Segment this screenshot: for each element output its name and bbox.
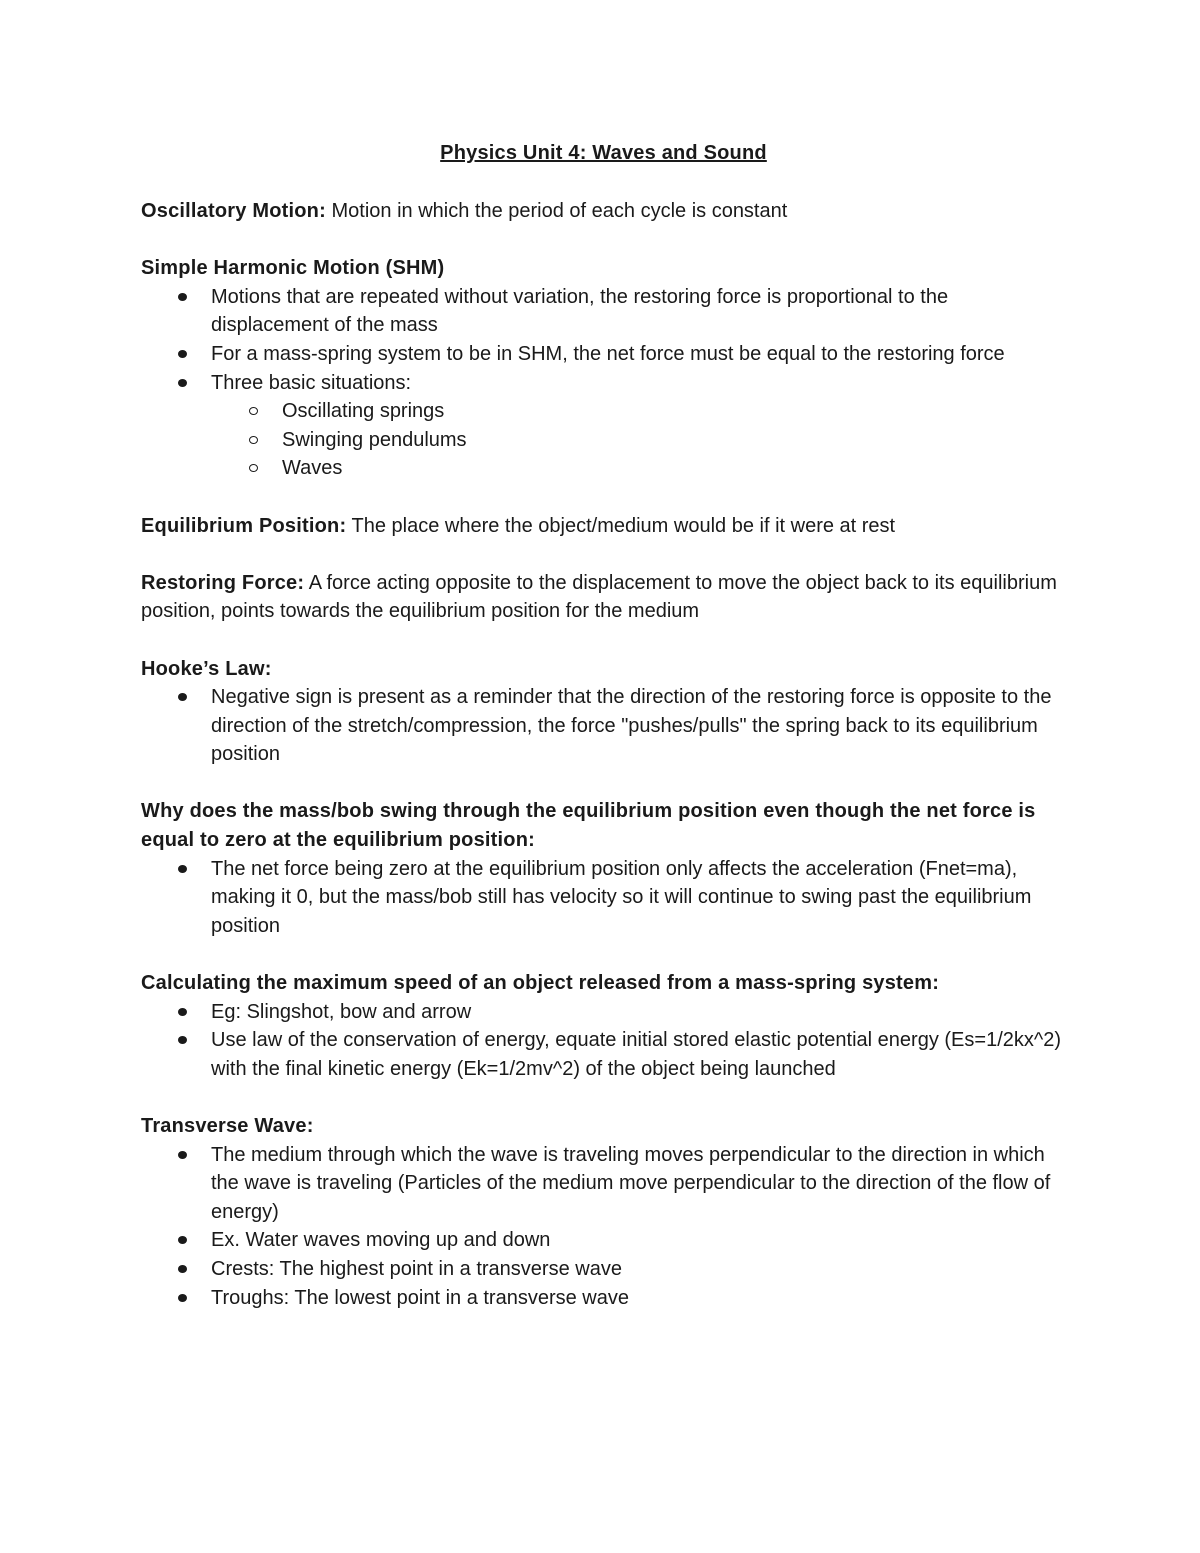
list-item-text: Crests: The highest point in a transverse wave (211, 1257, 622, 1280)
list-item-text: For a mass-spring system to be in SHM, the net force must be equal to the restoring force (211, 342, 1005, 365)
equilibrium-position-term: Equilibrium Position: (141, 514, 347, 537)
list-item (141, 1141, 1066, 1227)
list-item-text: Negative sign is present as a reminder that the direction of the restoring force is opposite to the direction of the stretch/compression, the force "pushes/pulls" the spring back to its equilibrium position (211, 686, 1052, 766)
why-swing-heading: Why does the mass/bob swing through the equilibrium position even though the net force is equal to zero at the equilibrium position: (141, 800, 1036, 852)
list-item (141, 683, 1066, 769)
why-swing-bullet-list (141, 855, 1066, 941)
bullet-icon (178, 1294, 187, 1302)
bullet-icon (178, 865, 187, 873)
transverse-wave-bullet-list (141, 1141, 1066, 1313)
list-item (141, 283, 1066, 340)
list-item (141, 369, 1066, 483)
restoring-force-definition (141, 569, 1066, 626)
document-page (141, 138, 1066, 1341)
max-speed-heading: Calculating the maximum speed of an object released from a mass-spring system: (141, 972, 940, 995)
shm-bullet-list (141, 283, 1066, 483)
sublist-item-text: Swinging pendulums (282, 428, 467, 451)
equilibrium-position-text: The place where the object/medium would be if it were at rest (346, 514, 896, 537)
shm-section (141, 254, 1066, 483)
restoring-force-term: Restoring Force: (141, 571, 305, 594)
list-item (141, 855, 1066, 941)
bullet-icon (178, 693, 187, 701)
hollow-bullet-icon (249, 407, 258, 415)
sublist-item-text: Waves (282, 457, 343, 480)
bullet-icon (178, 1008, 187, 1016)
bullet-icon (178, 379, 187, 387)
list-item-text: Motions that are repeated without variation, the restoring force is proportional to the displacement of the mass (211, 285, 949, 337)
bullet-icon (178, 1236, 187, 1244)
list-item-text: Eg: Slingshot, bow and arrow (211, 1000, 472, 1023)
hookes-law-bullet-list (141, 683, 1066, 769)
list-item (141, 1226, 1066, 1255)
oscillatory-motion-definition (141, 197, 1066, 226)
situations-sublist (211, 397, 1066, 483)
bullet-icon (178, 350, 187, 358)
restoring-force-text: A force acting opposite to the displacement to move the object back to its equilibrium position, points towards the equilibrium position for the medium (141, 571, 1057, 623)
bullet-icon (178, 293, 187, 301)
hookes-law-section (141, 655, 1066, 769)
max-speed-bullet-list (141, 998, 1066, 1084)
list-item (141, 998, 1066, 1027)
hollow-bullet-icon (249, 436, 258, 444)
bullet-icon (178, 1151, 187, 1159)
list-item (141, 1255, 1066, 1284)
list-item (141, 340, 1066, 369)
bullet-icon (178, 1265, 187, 1273)
max-speed-section (141, 969, 1066, 1083)
bullet-icon (178, 1036, 187, 1044)
page-title: Physics Unit 4: Waves and Sound (440, 142, 767, 164)
sublist-item (211, 454, 1066, 483)
oscillatory-motion-term: Oscillatory Motion: (141, 200, 326, 222)
sublist-item-text: Oscillating springs (282, 400, 445, 423)
list-item-text: Three basic situations: (211, 371, 412, 394)
why-swing-section (141, 797, 1066, 940)
list-item (141, 1026, 1066, 1083)
list-item-text: Use law of the conservation of energy, equate initial stored elastic potential energy (Es=1/2kx^2) with the final kinetic energy (Ek=1/2mv^2) of the object being launched (211, 1029, 1062, 1080)
shm-heading: Simple Harmonic Motion (SHM) (141, 257, 445, 280)
transverse-wave-heading: Transverse Wave: (141, 1115, 314, 1137)
equilibrium-position-definition (141, 512, 1066, 541)
hollow-bullet-icon (249, 464, 258, 472)
transverse-wave-section (141, 1112, 1066, 1312)
list-item (141, 1284, 1066, 1313)
sublist-item (211, 397, 1066, 426)
hookes-law-heading: Hooke’s Law: (141, 657, 272, 680)
list-item-text: The net force being zero at the equilibrium position only affects the acceleration (Fnet=ma), making it 0, but the mass/bob still has velocity so it will continue to swing past the equilibrium position (211, 857, 1032, 937)
sublist-item (211, 426, 1066, 455)
oscillatory-motion-text: Motion in which the period of each cycle is constant (325, 200, 788, 222)
list-item-text: Ex. Water waves moving up and down (211, 1229, 551, 1252)
list-item-text: The medium through which the wave is traveling moves perpendicular to the direction in which the wave is traveling (Particles of the medium move perpendicular to the direction of the flow of energy) (211, 1143, 1051, 1223)
list-item-text: Troughs: The lowest point in a transverse wave (211, 1286, 629, 1309)
